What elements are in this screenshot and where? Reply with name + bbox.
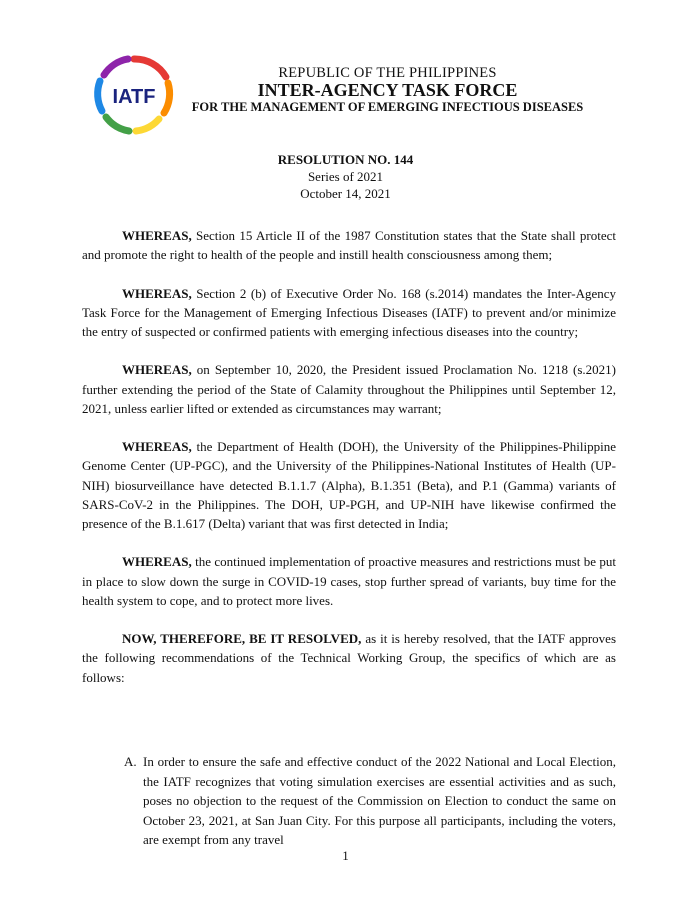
iatf-logo [84,45,184,145]
paragraph-text: Section 2 (b) of Executive Order No. 168 (s.2014) mandates the Inter-Agency Task Force for the Management of Emerging Infectious Diseases (IATF) to prevent and/or minimize the entry of suspected or confirmed patients with emerging infectious diseases into the country; [82,285,616,339]
whereas-paragraph [82,552,616,610]
paragraph-lead: WHEREAS, [122,439,192,455]
page-number: 1 [342,848,349,863]
whereas-paragraph [82,437,616,533]
header-subtitle: FOR THE MANAGEMENT OF EMERGING INFECTIOUS DISEASES [191,100,584,114]
resolution-body [82,226,616,706]
list-marker: A. [124,754,137,769]
list-item-text: In order to ensure the safe and effective conduct of the 2022 National and Local Election, the IATF recognizes that voting simulation exercises are essential activities and as such, poses no objection to the request of the Commission on Election to conduct the same on October 23, 2021, at San Juan City. For this purpose all participants, including the voters, are exempt from any travel [143,754,616,847]
resolution-heading [0,151,691,202]
paragraph-text: the Department of Health (DOH), the University of the Philippines-Philippine Genome Center (UP-PGC), and the University of the Philippines-National Institutes of Health (UP-NIH) biosurveillance have detected B.1.1.7 (Alpha), B.1.351 (Beta), and P.1 (Gamma) variants of SARS-CoV-2 in the Philippines. The DOH, UP-PGH, and UP-NIH have likewise confirmed the presence of the B.1.617 (Delta) variant that was first detected in India; [82,439,616,531]
paragraph-text: as it is hereby resolved, that the IATF approves the following recommendations of the Technical Working Group, the specifics of which are as follows: [82,631,617,685]
resolution-date: October 14, 2021 [300,186,391,201]
paragraph-lead: WHEREAS, [122,228,192,243]
whereas-paragraph [82,226,616,264]
iatf-logo-icon [84,45,184,145]
paragraph-lead: WHEREAS, [122,362,192,378]
resolved-paragraph [82,629,616,687]
paragraph-text: on September 10, 2020, the President issued Proclamation No. 1218 (s.2021) further extending the period of the State of Calamity throughout the Philippines until September 12, 2021, unless earlier lifted or extended as circumstances may warrant; [82,362,616,416]
header-republic: REPUBLIC OF THE PHILIPPINES [278,65,497,81]
paragraph-lead: WHEREAS, [122,554,192,570]
logo-text: IATF [112,86,156,108]
header-agency: INTER-AGENCY TASK FORCE [257,80,518,100]
resolution-series: Series of 2021 [307,169,384,184]
list-item [124,752,616,850]
paragraph-lead: WHEREAS, [122,285,192,301]
whereas-paragraph [82,360,616,418]
paragraph-text: Section 15 Article II of the 1987 Constitution states that the State shall protect and promote the right to health of the people and instill health consciousness among them; [82,228,616,263]
whereas-paragraph [82,284,616,342]
document-header [175,66,600,115]
paragraph-lead: NOW, THEREFORE, BE IT RESOLVED, [122,631,362,647]
paragraph-text: the continued implementation of proactive measures and restrictions must be put in place to slow down the surge in COVID-19 cases, stop further spread of variants, buy time for the health system to cope, and to protect more lives. [82,554,616,608]
resolution-number: RESOLUTION NO. 144 [277,152,414,167]
